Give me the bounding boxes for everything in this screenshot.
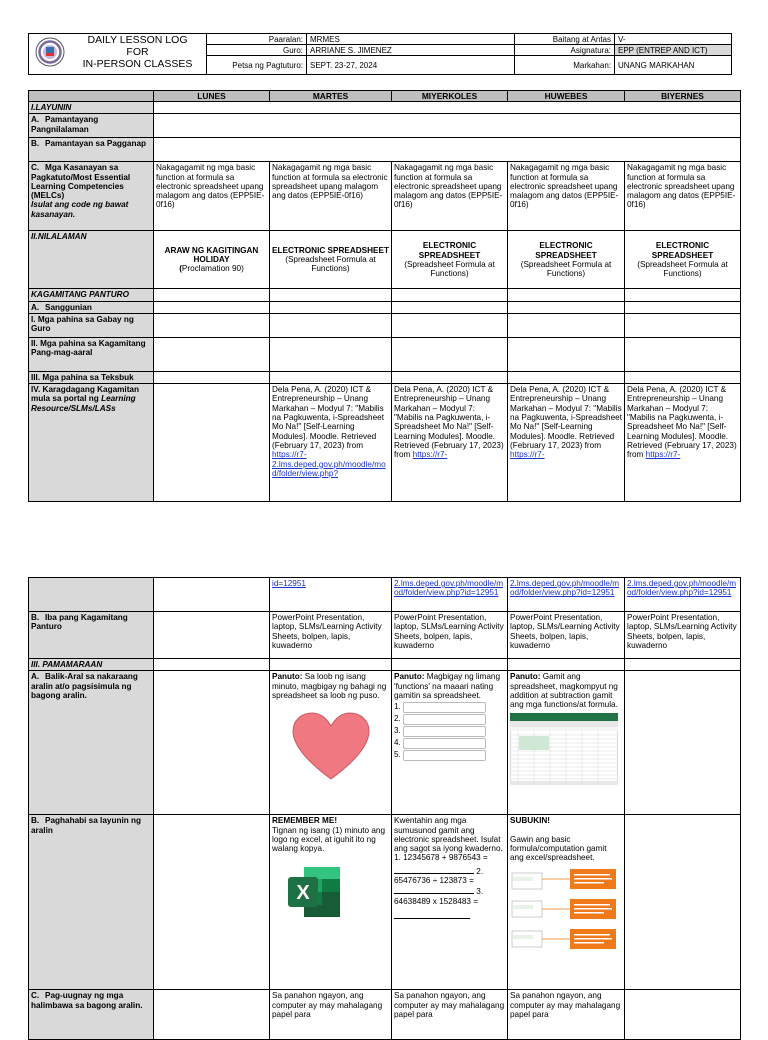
paghahabi-martes: REMEMBER ME! Tignan ng isang (1) minuto ang logo ng excel, at iguhit ito ng walang kopya. X — [270, 815, 392, 990]
excel-logo-icon — [286, 863, 344, 921]
balik-huwebes: Panuto: Gamit ang spreadsheet, magkompyut ng addition at subtraction gamit ang mga functions/at formula. — [508, 671, 625, 815]
pagganap-label: B. Pamantayan sa Pagganap — [29, 138, 154, 162]
header-title-1: DAILY LESSON LOG — [87, 34, 188, 46]
answer-line[interactable]: 1. — [403, 702, 486, 713]
ref-cont-link-huwebes[interactable]: 2.lms.deped.gov.ph/moodle/mod/folder/view.php?id=12951 — [510, 579, 620, 598]
header-title-cell — [29, 34, 207, 75]
header-table — [28, 33, 732, 75]
paguugnay-martes: Sa panahon ngayon, ang computer ay may mahalagang papel para — [270, 990, 392, 1040]
markahan-value: UNANG MARKAHAN — [615, 56, 732, 75]
colhead-blank — [29, 91, 154, 102]
ref-cont-link-biyernes[interactable]: 2.lms.deped.gov.ph/moodle/mod/folder/view.php?id=12951 — [627, 579, 737, 598]
melc-miyerkoles: Nakagagamit ng mga basic function at formula sa electronic spreadsheet upang malagom ang datos (EPP5IE-0f16) — [392, 162, 508, 231]
deped-seal-icon — [35, 37, 65, 67]
melc-label: C. Mga Kasanayan sa Pagkatuto/Most Essential Learning Competencies (MELCs) Isulat ang code ng bawat kasanayan. — [29, 162, 154, 231]
ref-link-miyerkoles[interactable]: https://r7- — [412, 450, 448, 460]
ref-cont-martes — [270, 578, 392, 612]
iba-label: B. Iba pang Kagamitang Panturo — [29, 612, 154, 659]
petsa-label: Petsa ng Pagtuturo: — [207, 56, 307, 75]
lesson-table-page2 — [28, 577, 741, 1040]
nilalaman-huwebes: ELECTRONIC SPREADSHEET (Spreadsheet Formula at Functions) — [508, 231, 625, 289]
baitang-label: Baitang at Antas — [515, 34, 615, 45]
layunin-cell — [154, 102, 741, 114]
colhead-huwebes: HUWEBES — [508, 91, 625, 102]
nilalaman-biyernes: ELECTRONIC SPREADSHEET (Spreadsheet Formula at Functions) — [625, 231, 741, 289]
heart-icon — [291, 712, 371, 782]
melc-martes: Nakagagamit ng mga basic function at formula sa electronic spreadsheet upang malagom ang datos (EPP5IE-0f16) — [270, 162, 392, 231]
answer-line[interactable]: 2. — [403, 714, 486, 725]
teksbuk-label: III. Mga pahina sa Teksbuk — [29, 371, 154, 383]
answer-line[interactable]: 5. — [403, 750, 486, 761]
ref-miyerkoles: Dela Pena, A. (2020) ICT & Entrepreneurship – Unang Markahan – Modyul 7: "Mabilis na Pagkuwenta, i-Spreadsheet Mo Na!" [Self-Learning Modules]. Moodle. Retrieved (February 17, 2023) from https://r7- — [392, 384, 508, 502]
ref-cont-link-miyerkoles[interactable]: 2.lms.deped.gov.ph/moodle/mod/folder/view.php?id=12951 — [394, 579, 504, 598]
paaralan-label: Paaralan: — [207, 34, 307, 45]
paghahabi-label: B. Paghahabi sa layunin ng aralin — [29, 815, 154, 990]
sanggunian-label: A. Sanggunian — [29, 301, 154, 313]
ref-cont-huwebes — [508, 578, 625, 612]
nilalaman-miyerkoles: ELECTRONIC SPREADSHEET (Spreadsheet Formula at Functions) — [392, 231, 508, 289]
ref-cont-miyerkoles — [392, 578, 508, 612]
melc-biyernes: Nakagagamit ng mga basic function at formula sa electronic spreadsheet upang malagom ang datos (EPP5IE-0f16) — [625, 162, 741, 231]
iba-martes: PowerPoint Presentation, laptop, SLMs/Learning Activity Sheets, bolpen, lapis, kuwaderno — [270, 612, 392, 659]
paghahabi-miyerkoles: Kwentahin ang mga sumusunod gamit ang electronic spreadsheet. Isulat ang sagot sa iyong kwaderno. 1. 12345678 + 9876543 = 2. 65476736 ÷ 123873 = 3. 64638489 x 1528483 = — [392, 815, 508, 990]
balik-label: A. Balik-Aral sa nakaraang aralin at/o pagsisimula ng bagong aralin. — [29, 671, 154, 815]
nilalaman-martes: ELECTRONIC SPREADSHEET (Spreadsheet Formula at Functions) — [270, 231, 392, 289]
answer-line[interactable]: 3. — [403, 726, 486, 737]
colhead-lunes: LUNES — [154, 91, 270, 102]
paguugnay-miyerkoles: Sa panahon ngayon, ang computer ay may mahalagang papel para — [392, 990, 508, 1040]
asignatura-value: EPP (ENTREP AND ICT) — [615, 45, 732, 56]
karagdagan-label: IV. Karagdagang Kagamitan mula sa portal ng Learning Resource/SLMs/LASs — [29, 384, 154, 502]
paguugnay-huwebes: Sa panahon ngayon, ang computer ay may mahalagang papel para — [508, 990, 625, 1040]
paaralan-value: MRMES — [307, 34, 515, 45]
ref-link-martes[interactable]: https://r7-2.lms.deped.gov.ph/moodle/mod/folder/view.php? — [272, 450, 386, 478]
iba-miyerkoles: PowerPoint Presentation, laptop, SLMs/Learning Activity Sheets, bolpen, lapis, kuwaderno — [392, 612, 508, 659]
colhead-biyernes: BIYERNES — [625, 91, 741, 102]
pamantayang-cell — [154, 114, 741, 138]
ref-cont-link-martes[interactable]: id=12951 — [272, 579, 306, 588]
ref-martes: Dela Pena, A. (2020) ICT & Entrepreneurship – Unang Markahan – Modyul 7: "Mabilis na Pagkuwenta, i-Spreadsheet Mo Na!" [Self-Learning Modules]. Moodle. Retrieved (February 17, 2023) from https://r7-2.lms.deped.gov.ph/moodle/mod/folder/view.php? — [270, 384, 392, 502]
header-title-2: FOR — [126, 46, 149, 58]
guro-label: Guro: — [207, 45, 307, 56]
spreadsheet-screenshot-icon — [510, 713, 618, 785]
iba-biyernes: PowerPoint Presentation, laptop, SLMs/Learning Activity Sheets, bolpen, lapis, kuwaderno — [625, 612, 741, 659]
ref-huwebes: Dela Pena, A. (2020) ICT & Entrepreneurship – Unang Markahan – Modyul 7: "Mabilis na Pagkuwenta, i-Spreadsheet Mo Na!" [Self-Learning Modules]. Moodle. Retrieved (February 17, 2023) from https://r7- — [508, 384, 625, 502]
paguugnay-label: C. Pag-uugnay ng mga halimbawa sa bagong aralin. — [29, 990, 154, 1040]
ref-lunes — [154, 384, 270, 502]
petsa-value: SEPT. 23-27, 2024 — [307, 56, 515, 75]
pagganap-cell — [154, 138, 741, 162]
pamantayang-label: A. Pamantayang Pangnilalaman — [29, 114, 154, 138]
answer-line[interactable]: 4. — [403, 738, 486, 749]
ref-biyernes: Dela Pena, A. (2020) ICT & Entrepreneurship – Unang Markahan – Modyul 7: "Mabilis na Pagkuwenta, i-Spreadsheet Mo Na!" [Self-Learning Modules]. Moodle. Retrieved (February 17, 2023) from https://r7- — [625, 384, 741, 502]
formula-diagram-icon — [510, 867, 618, 953]
balik-martes: Panuto: Sa loob ng isang minuto, magbigay ng bahagi ng spreadsheet sa loob ng puso. — [270, 671, 392, 815]
pamamaraan-label: III. PAMAMARAAN — [29, 659, 154, 671]
iba-huwebes: PowerPoint Presentation, laptop, SLMs/Learning Activity Sheets, bolpen, lapis, kuwaderno — [508, 612, 625, 659]
lesson-table-page1 — [28, 90, 741, 502]
guro-value: ARRIANE S. JIMENEZ — [307, 45, 515, 56]
header-title-3: IN-PERSON CLASSES — [82, 58, 193, 70]
paghahabi-huwebes: SUBUKIN! Gawin ang basic formula/computation gamit ang excel/spreadsheet. — [508, 815, 625, 990]
ref-link-huwebes[interactable]: https://r7- — [510, 450, 545, 460]
svg-text:X: X — [296, 882, 310, 905]
kagamitang-pang-label: II. Mga pahina sa Kagamitang Pang-mag-aaral — [29, 337, 154, 371]
markahan-label: Markahan: — [515, 56, 615, 75]
baitang-value: V- — [615, 34, 732, 45]
answer-lines — [394, 702, 486, 761]
gabay-label: I. Mga pahina sa Gabay ng Guro — [29, 313, 154, 337]
nilalaman-label: II.NILALAMAN — [29, 231, 154, 289]
ref-cont-biyernes — [625, 578, 741, 612]
kagamitan-label: KAGAMITANG PANTURO — [29, 289, 154, 301]
melc-lunes: Nakagagamit ng mga basic function at formula sa electronic spreadsheet upang malagom ang datos (EPP5IE-0f16) — [154, 162, 270, 231]
asignatura-label: Asignatura: — [515, 45, 615, 56]
melc-huwebes: Nakagagamit ng mga basic function at formula sa electronic spreadsheet upang malagom ang datos (EPP5IE-0f16) — [508, 162, 625, 231]
colhead-miyerkoles: MIYERKOLES — [392, 91, 508, 102]
ref-link-biyernes[interactable]: https://r7- — [645, 450, 681, 460]
balik-miyerkoles: Panuto: Magbigay ng limang 'functions' na maaari nating gamitin sa spreadsheet. 1. 2. 3. 4. 5. — [392, 671, 508, 815]
layunin-label: I.LAYUNIN — [29, 102, 154, 114]
colhead-martes: MARTES — [270, 91, 392, 102]
nilalaman-lunes: ARAW NG KAGITINGAN HOLIDAY (Proclamation 90) — [154, 231, 270, 289]
